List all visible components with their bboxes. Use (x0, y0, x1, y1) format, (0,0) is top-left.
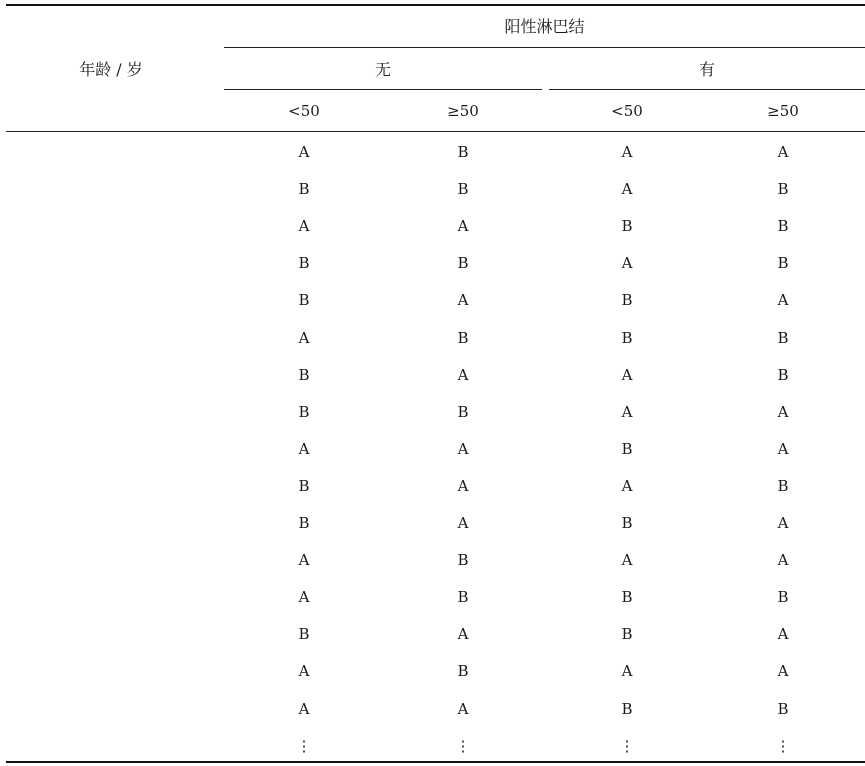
table-cell-no-under-50: A (298, 143, 310, 161)
table-cell-yes-50-plus: B (777, 329, 789, 347)
table-cell-no-under-50: B (298, 477, 310, 495)
column-header-no-50-plus: ≥50 (447, 102, 479, 120)
table-cell-yes-50-plus: A (777, 143, 789, 161)
table-cell-yes-under-50: B (621, 440, 633, 458)
table-cell-no-under-50: B (298, 625, 310, 643)
table-cell-yes-50-plus: A (777, 440, 789, 458)
subgroup-no-rule (224, 89, 542, 90)
table-cell-no-50-plus: B (457, 180, 469, 198)
table-cell-no-under-50: ⋮ (296, 737, 312, 755)
table-cell-yes-under-50: B (621, 588, 633, 606)
table-cell-no-under-50: A (298, 700, 310, 718)
subgroup-header-no: 无 (374, 60, 391, 79)
table-cell-no-50-plus: A (457, 217, 469, 235)
table-cell-yes-50-plus: A (777, 625, 789, 643)
table-cell-yes-under-50: B (621, 514, 633, 532)
table-cell-no-under-50: A (298, 329, 310, 347)
table-cell-yes-under-50: B (621, 625, 633, 643)
table-cell-yes-under-50: A (621, 403, 633, 421)
table-cell-yes-50-plus: A (777, 403, 789, 421)
table-cell-yes-under-50: A (621, 143, 633, 161)
group-header-rule (224, 47, 865, 48)
table-cell-no-50-plus: A (457, 440, 469, 458)
table-cell-no-50-plus: A (457, 625, 469, 643)
table-cell-yes-under-50: A (621, 551, 633, 569)
table-cell-no-50-plus: B (457, 403, 469, 421)
table-cell-no-50-plus: B (457, 254, 469, 272)
table-cell-yes-50-plus: ⋮ (775, 737, 791, 755)
table-cell-no-50-plus: B (457, 143, 469, 161)
table-cell-yes-under-50: B (621, 700, 633, 718)
table-cell-no-under-50: B (298, 180, 310, 198)
table-cell-yes-under-50: B (621, 329, 633, 347)
table-cell-yes-under-50: A (621, 254, 633, 272)
table-cell-yes-50-plus: A (777, 291, 789, 309)
column-header-yes-under-50: <50 (611, 102, 643, 120)
table-cell-no-50-plus: B (457, 662, 469, 680)
table-cell-no-50-plus: A (457, 366, 469, 384)
table-cell-no-50-plus: A (457, 477, 469, 495)
table-cell-yes-50-plus: B (777, 588, 789, 606)
table-cell-no-under-50: A (298, 217, 310, 235)
table-cell-no-50-plus: A (457, 514, 469, 532)
column-header-yes-50-plus: ≥50 (767, 102, 799, 120)
table-cell-no-50-plus: A (457, 291, 469, 309)
table-cell-no-under-50: A (298, 551, 310, 569)
table-cell-no-under-50: A (298, 588, 310, 606)
group-header-positive-lymph-nodes: 阳性淋巴结 (504, 17, 585, 36)
table-cell-yes-50-plus: A (777, 662, 789, 680)
table-cell-yes-under-50: A (621, 180, 633, 198)
table-cell-no-50-plus: A (457, 700, 469, 718)
table-cell-yes-under-50: A (621, 366, 633, 384)
table-cell-no-under-50: A (298, 440, 310, 458)
table-cell-no-50-plus: B (457, 588, 469, 606)
table-cell-no-under-50: B (298, 366, 310, 384)
table-cell-yes-50-plus: A (777, 514, 789, 532)
subgroup-header-yes: 有 (698, 60, 715, 79)
table-cell-yes-under-50: ⋮ (619, 737, 635, 755)
table-cell-no-under-50: B (298, 514, 310, 532)
table-cell-no-50-plus: B (457, 551, 469, 569)
table-top-rule (6, 4, 865, 6)
table-cell-yes-under-50: B (621, 217, 633, 235)
column-header-no-under-50: <50 (288, 102, 320, 120)
header-bottom-rule (6, 131, 865, 132)
table-cell-yes-50-plus: B (777, 700, 789, 718)
table-cell-yes-under-50: A (621, 477, 633, 495)
table-cell-no-under-50: A (298, 662, 310, 680)
table-cell-yes-50-plus: B (777, 180, 789, 198)
table-cell-yes-50-plus: B (777, 217, 789, 235)
table-cell-no-under-50: B (298, 254, 310, 272)
table-cell-no-50-plus: B (457, 329, 469, 347)
table-cell-yes-50-plus: A (777, 551, 789, 569)
table-bottom-rule (6, 761, 865, 763)
table-cell-yes-50-plus: B (777, 254, 789, 272)
table-cell-yes-50-plus: B (777, 366, 789, 384)
table-cell-yes-under-50: B (621, 291, 633, 309)
table-cell-no-under-50: B (298, 291, 310, 309)
row-header-age: 年龄 / 岁 (79, 60, 143, 79)
table-cell-yes-under-50: A (621, 662, 633, 680)
table-cell-no-50-plus: ⋮ (455, 737, 471, 755)
subgroup-yes-rule (549, 89, 865, 90)
table-cell-no-under-50: B (298, 403, 310, 421)
table-cell-yes-50-plus: B (777, 477, 789, 495)
